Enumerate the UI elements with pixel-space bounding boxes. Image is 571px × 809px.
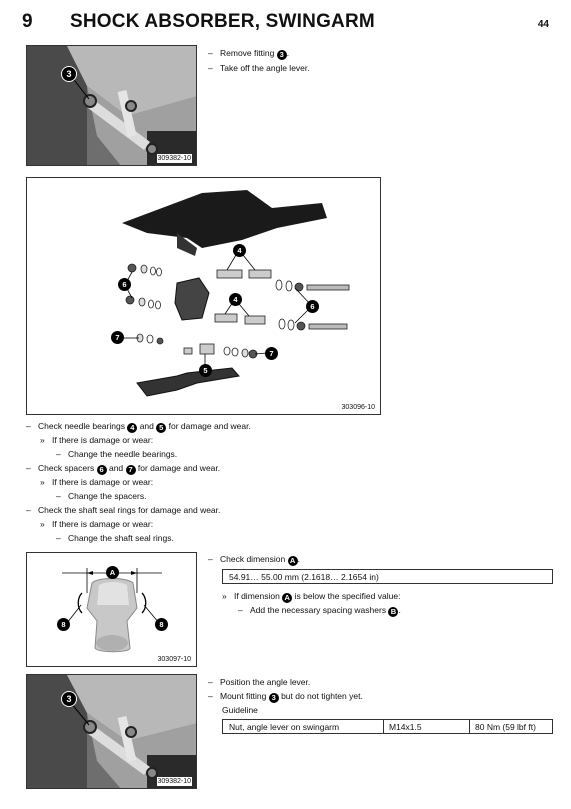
spec-thread: M14x1.5 [389, 722, 422, 732]
condition-damage-2: » If there is damage or wear: [40, 477, 154, 487]
figure-dimension-a [26, 552, 197, 667]
angle-lever-photo-illustration-2 [27, 675, 197, 789]
action-change-shaft-seals: – Change the shaft seal rings. [56, 533, 174, 543]
figure-angle-lever-photo [26, 45, 197, 166]
callout-3: 3 [66, 69, 72, 79]
callout-8-right: 8 [155, 618, 168, 631]
figure-code: 303097-10 [157, 655, 191, 663]
condition-damage-1: » If there is damage or wear: [40, 435, 154, 445]
step-remove-fitting: – Remove fitting 3 . [208, 48, 290, 59]
figure-code: 303096-10 [341, 403, 375, 411]
callout-7-right: 7 [265, 347, 278, 360]
condition-damage-3: » If there is damage or wear: [40, 519, 154, 529]
spec-torque: 80 Nm (59 lbf ft) [475, 722, 536, 732]
step-check-dimension: – Check dimension A . [208, 554, 300, 565]
figure-angle-lever-photo-2 [26, 674, 197, 789]
action-add-spacing-washers: – Add the necessary spacing washers B . [238, 605, 401, 616]
chapter-number: 9 [22, 11, 33, 32]
callout-3: 3 [66, 694, 72, 704]
action-change-needle-bearings: – Change the needle bearings. [56, 449, 178, 459]
page-number: 44 [537, 19, 549, 30]
callout-4-top: 4 [233, 244, 246, 257]
chapter-title: SHOCK ABSORBER, SWINGARM [70, 11, 375, 32]
figure-code: 309382-10 [157, 777, 191, 785]
step-take-off-angle-lever: – Take off the angle lever. [208, 63, 310, 73]
figure-exploded-parts [26, 177, 381, 415]
spec-part: Nut, angle lever on swingarm [229, 722, 340, 732]
figure-code: 309382-10 [157, 154, 191, 162]
step-check-shaft-seals: – Check the shaft seal rings for damage and wear. [26, 505, 221, 515]
callout-6-left: 6 [118, 278, 131, 291]
step-position-angle-lever: – Position the angle lever. [208, 677, 311, 687]
dimension-value: 54.91… 55.00 mm (2.1618… 2.1654 in) [229, 572, 379, 582]
angle-lever-photo-illustration [27, 46, 197, 166]
callout-a: A [106, 566, 119, 579]
torque-spec-table [222, 719, 553, 734]
callout-3-inline: 3 [277, 50, 287, 60]
callout-4-middle: 4 [229, 293, 242, 306]
callout-5: 5 [199, 364, 212, 377]
step-mount-fitting: – Mount fitting 3 but do not tighten yet. [208, 691, 363, 702]
callout-6-right: 6 [306, 300, 319, 313]
callout-8-left: 8 [57, 618, 70, 631]
guideline-label: Guideline [222, 705, 258, 715]
action-change-spacers: – Change the spacers. [56, 491, 147, 501]
step-check-spacers: – Check spacers 6 and 7 for damage and wear. [26, 463, 221, 474]
condition-dimension-below: » If dimension A is below the specified value: [222, 591, 401, 602]
callout-7-left: 7 [111, 331, 124, 344]
dimension-spec-box [222, 569, 553, 584]
step-check-needle-bearings: – Check needle bearings 4 and 5 for damage and wear. [26, 421, 251, 432]
exploded-parts-illustration [27, 178, 381, 415]
